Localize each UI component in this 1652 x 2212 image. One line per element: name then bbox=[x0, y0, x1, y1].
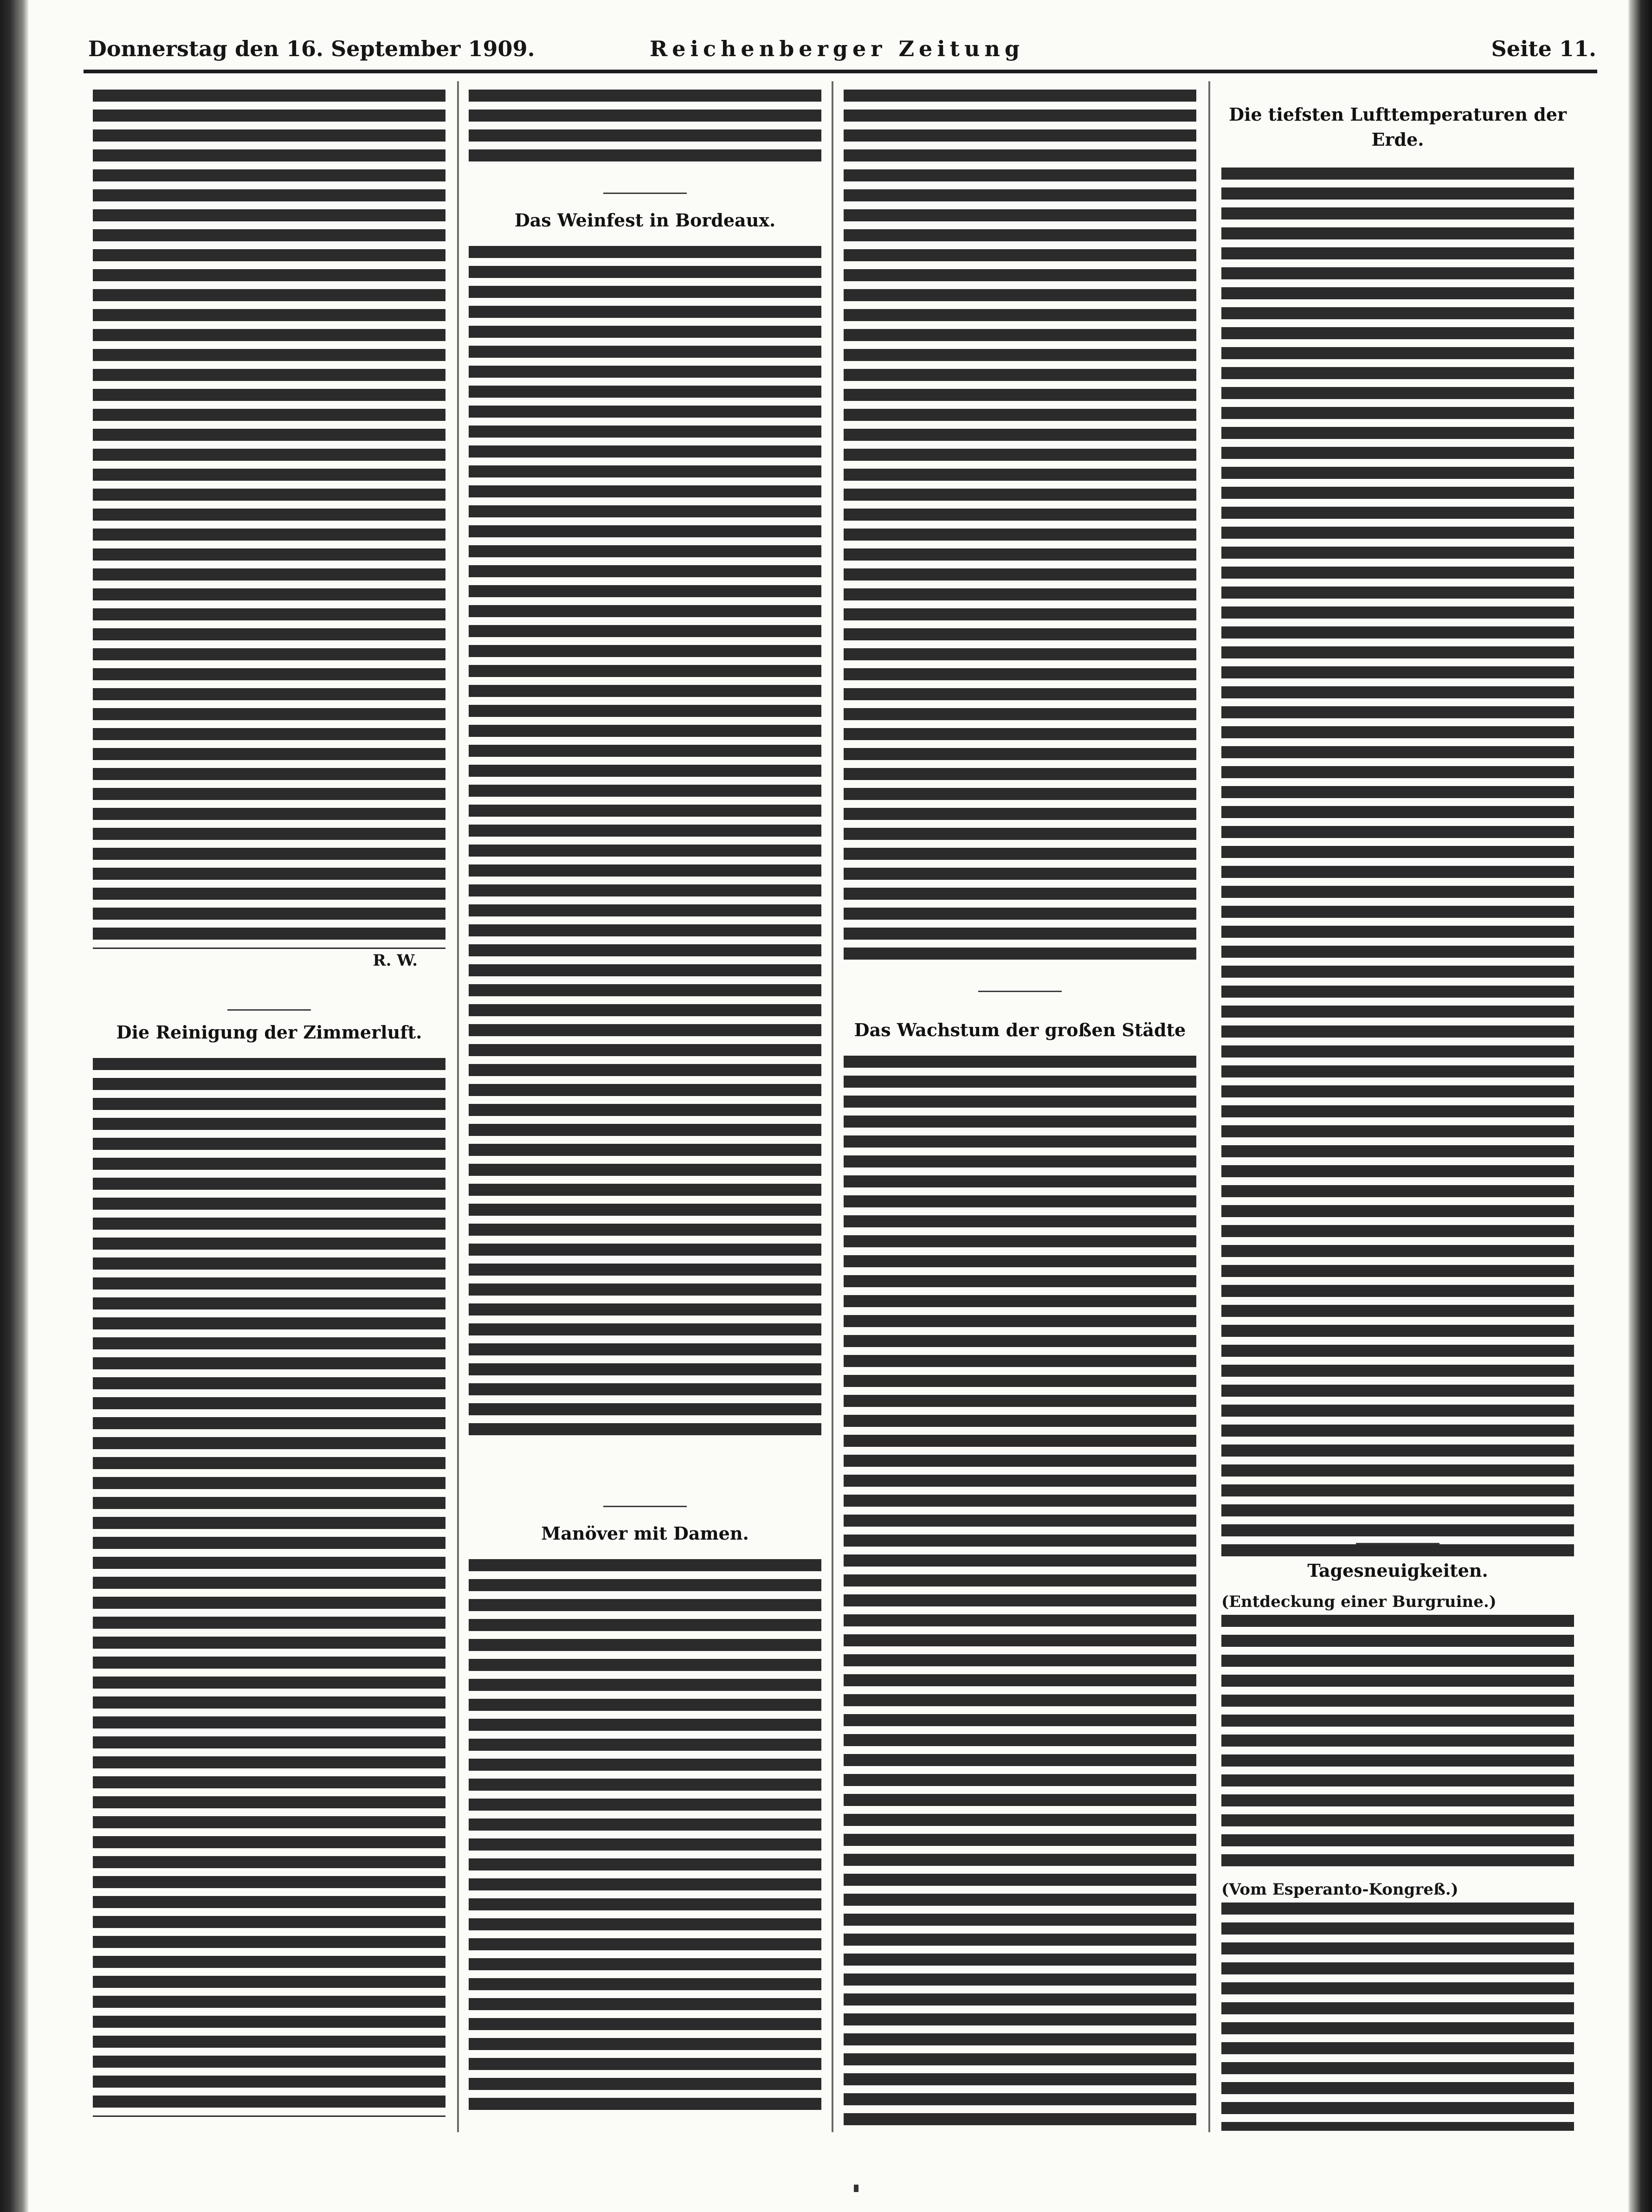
news-item bbox=[1221, 1880, 1574, 2131]
article-manoever bbox=[469, 1506, 821, 2112]
article-headline: Tagesneuigkeiten. bbox=[1307, 1560, 1488, 1581]
column-3 bbox=[844, 86, 1196, 2137]
article-separator bbox=[603, 1506, 687, 1507]
article-zimmerluft-cont bbox=[469, 86, 821, 166]
article-headline: Manöver mit Damen. bbox=[541, 1523, 749, 1544]
news-item-title: (Vom Esperanto-Kongreß.) bbox=[1221, 1880, 1458, 1899]
column-divider bbox=[1208, 81, 1210, 2132]
column-divider bbox=[832, 81, 833, 2132]
article-body bbox=[1221, 164, 1574, 1561]
scan-edge-left bbox=[0, 0, 29, 2212]
article-headline: Das Weinfest in Bordeaux. bbox=[514, 210, 776, 231]
author-signature: R. W. bbox=[373, 951, 418, 970]
news-item-body bbox=[1221, 1611, 1574, 1871]
issue-date: Donnerstag den 16. September 1909. bbox=[88, 36, 535, 61]
article-weinfest bbox=[469, 193, 821, 1439]
article-headline: Das Wachstum der großen Städte bbox=[854, 1019, 1186, 1040]
article-manoever-cont bbox=[844, 86, 1196, 967]
print-mark bbox=[854, 2185, 858, 2192]
article-headline: Die tiefsten Lufttemperaturen der Erde. bbox=[1229, 104, 1567, 150]
news-item-title: (Entdeckung einer Burgruine.) bbox=[1221, 1593, 1497, 1611]
newspaper-title: Reichenberger Zeitung bbox=[650, 36, 1025, 61]
article-tagesneuigkeiten bbox=[1221, 1543, 1574, 2131]
article-separator bbox=[978, 991, 1062, 992]
article-body bbox=[93, 1054, 445, 2117]
article-edison-end bbox=[93, 86, 445, 972]
article-zimmerluft bbox=[93, 1009, 445, 2117]
news-item bbox=[1221, 1593, 1574, 1871]
news-item-body bbox=[1221, 1899, 1574, 2131]
column-2 bbox=[469, 86, 821, 2137]
masthead bbox=[88, 32, 1596, 65]
article-temperaturen bbox=[1221, 102, 1574, 1561]
page-number: Seite 11. bbox=[1491, 36, 1596, 61]
column-4 bbox=[1221, 86, 1574, 2137]
article-body bbox=[844, 1052, 1196, 2128]
article-headline: Die Reinigung der Zimmerluft. bbox=[116, 1022, 422, 1043]
article-body bbox=[93, 86, 445, 949]
column-divider bbox=[457, 81, 459, 2132]
scan-edge-right bbox=[1628, 0, 1652, 2212]
article-separator bbox=[1356, 1543, 1439, 1544]
article-body bbox=[469, 1555, 821, 2112]
article-separator bbox=[603, 193, 687, 194]
article-body bbox=[469, 86, 821, 166]
article-staedte bbox=[844, 991, 1196, 2128]
article-body bbox=[844, 86, 1196, 967]
article-body bbox=[469, 242, 821, 1439]
masthead-rule bbox=[84, 70, 1597, 73]
column-1 bbox=[93, 86, 445, 2137]
article-separator bbox=[227, 1009, 311, 1011]
